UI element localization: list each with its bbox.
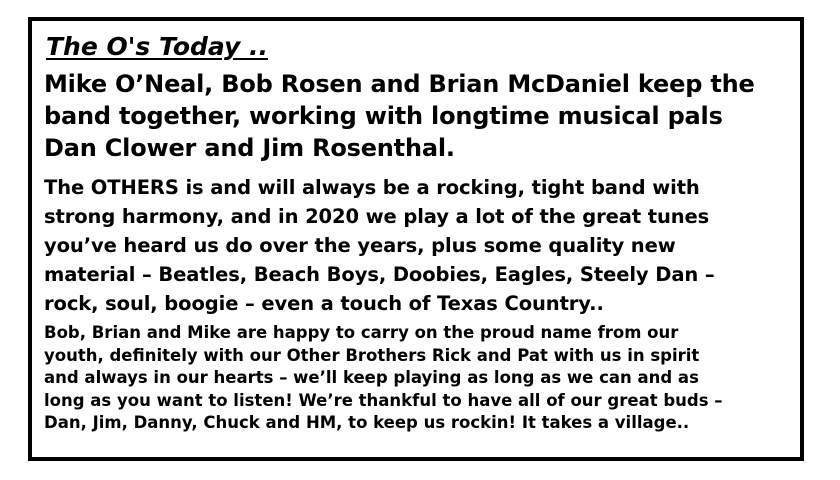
paragraph-band-tribute: Bob, Brian and Mike are happy to carry on the proud name from our youth, definitely with our Other Brothers Rick and Pat with us in spirit and always in our hearts – we’ll keep playing as long as we can and as long as you want to listen! We’re thankful to have all of our great buds – Dan, Jim, Danny, Chuck and HM, to keep us rockin! It takes a village.. — [44, 323, 723, 432]
paragraph-band-description: The OTHERS is and will always be a rocking, tight band with strong harmony, and in 2020 we play a lot of the great tunes you’ve heard us do over the years, plus some quality new material – Beatles, Beach Boys, Doobies, Eagles, Steely Dan – rock, soul, boogie – even a touch of Texas Country.. — [44, 176, 715, 315]
paragraph-band-members: Mike O’Neal, Bob Rosen and Brian McDaniel keep the band together, working with longtime musical pals Dan Clower and Jim Rosenthal. — [44, 70, 755, 162]
page-title: The O's Today .. — [46, 32, 268, 61]
